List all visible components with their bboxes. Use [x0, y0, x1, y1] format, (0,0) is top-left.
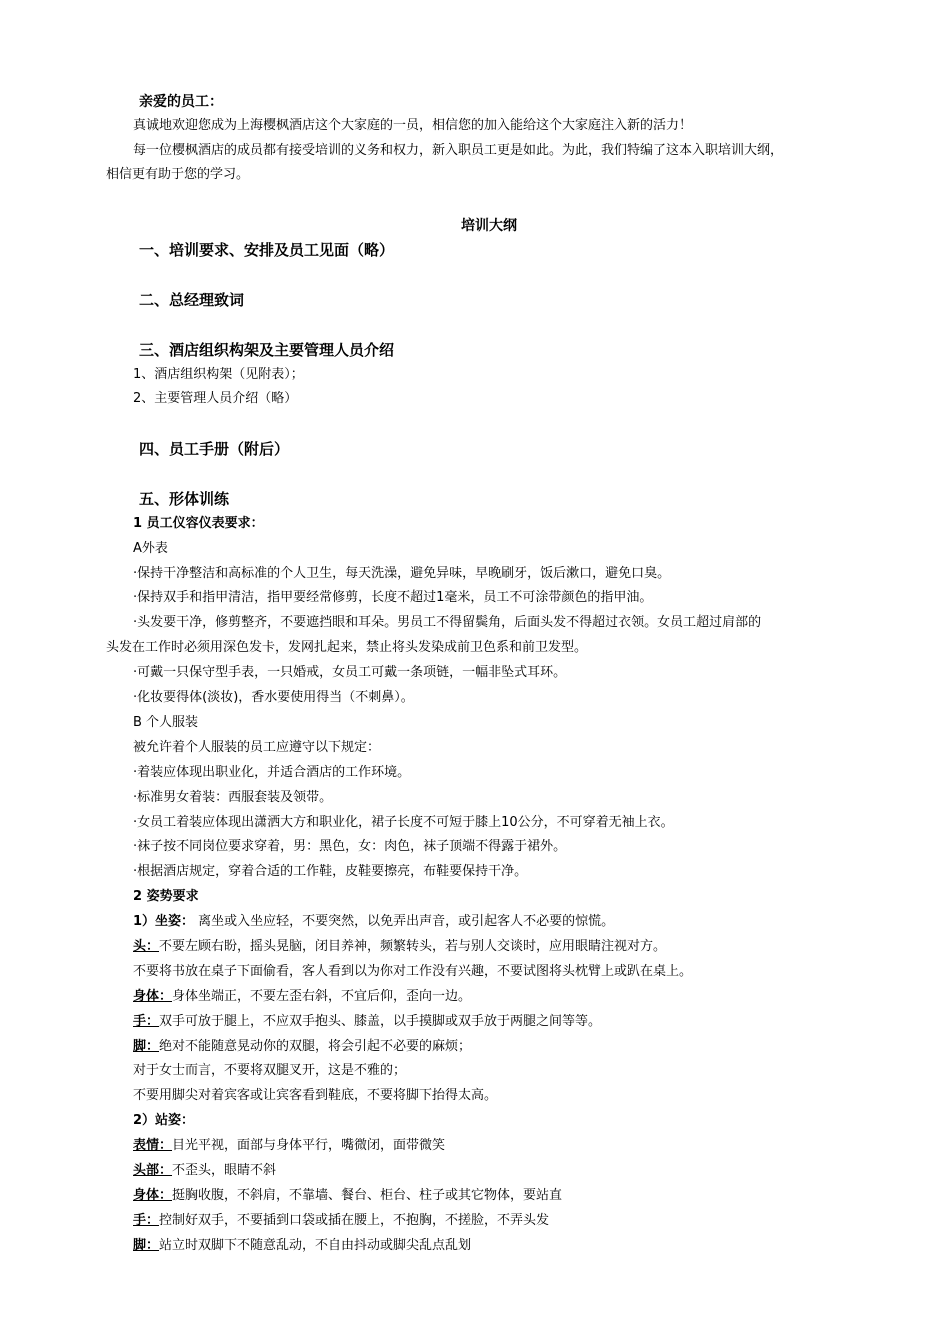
appearance-b-intro: 被允许着个人服装的员工应遵守以下规定：	[133, 740, 381, 755]
sitting-text: 离坐或入坐应轻，不要突然，以免弄出声音，或引起客人不必要的惊慌。	[194, 914, 615, 929]
posture-title: 2 姿势要求	[133, 889, 199, 904]
standing-expression-text: 目光平视，面部与身体平行，嘴微闭，面带微笑	[172, 1138, 446, 1153]
intro-paragraph-2-line-1: 每一位樱枫酒店的成员都有接受培训的义务和权力，新入职员工更是如此。为此，我们特编了这本入职培训大纲，	[133, 143, 784, 158]
intro-paragraph-1: 真诚地欢迎您成为上海樱枫酒店这个大家庭的一员，相信您的加入能给这个大家庭注入新的活力！	[133, 118, 693, 133]
sitting-line	[133, 914, 614, 930]
appearance-b-title: B 个人服装	[133, 715, 199, 730]
standing-foot-label: 脚：	[133, 1238, 160, 1253]
section-heading-3: 三、酒店组织构架及主要管理人员介绍	[139, 341, 395, 359]
appearance-b-item: ·根据酒店规定，穿着合适的工作鞋，皮鞋要擦亮，布鞋要保持干净。	[133, 864, 528, 879]
sitting-head-line	[133, 939, 666, 955]
appearance-a-title: A外表	[133, 541, 168, 556]
sitting-hand-label: 手：	[133, 1014, 160, 1029]
appearance-a-item: 头发在工作时必须用深色发卡，发网扎起来，禁止将头发染成前卫色系和前卫发型。	[106, 640, 588, 655]
section-heading-2: 二、总经理致词	[139, 291, 245, 309]
sitting-body-label: 身体：	[133, 989, 173, 1004]
standing-foot-line	[133, 1238, 471, 1254]
sitting-foot-extra-1: 对于女士而言，不要将双腿叉开，这是不雅的；	[133, 1063, 407, 1078]
standing-head-label: 头部：	[133, 1163, 173, 1178]
sitting-foot-label: 脚：	[133, 1039, 160, 1054]
intro-paragraph-2-line-2: 相信更有助于您的学习。	[106, 167, 250, 182]
section-heading-4: 四、员工手册（附后）	[139, 440, 290, 458]
sitting-hand-text: 双手可放于腿上，不应双手抱头、膝盖，以手摸脚或双手放于两腿之间等等。	[159, 1014, 602, 1029]
section-3-item-1: 1、酒店组织构架（见附表）；	[133, 367, 304, 382]
section-heading-1: 一、培训要求、安排及员工见面（略）	[139, 241, 395, 259]
standing-head-text: 不歪头，眼睛不斜	[172, 1163, 277, 1178]
appearance-a-item: ·保持干净整洁和高标准的个人卫生，每天洗澡，避免异味，早晚刷牙，饭后漱口，避免口臭。	[133, 566, 671, 581]
greeting: 亲爱的员工：	[139, 94, 223, 110]
outline-title: 培训大纲	[461, 218, 517, 234]
standing-hand-text: 控制好双手，不要插到口袋或插在腰上，不抱胸，不搓脸，不弄头发	[159, 1213, 550, 1228]
sitting-foot-text: 绝对不能随意晃动你的双腿，将会引起不必要的麻烦；	[159, 1039, 472, 1054]
appearance-a-item: ·头发要干净，修剪整齐，不要遮挡眼和耳朵。男员工不得留鬓角，后面头发不得超过衣领。女员工超过肩部的	[133, 615, 762, 630]
sitting-foot-line	[133, 1039, 471, 1055]
sitting-hand-line	[133, 1014, 601, 1030]
appearance-title: 1 员工仪容仪表要求：	[133, 516, 264, 531]
standing-expression-label: 表情：	[133, 1138, 173, 1153]
sitting-label: 1）坐姿：	[133, 914, 195, 929]
sitting-body-text: 身体坐端正，不要左歪右斜，不宜后仰，歪向一边。	[172, 989, 472, 1004]
section-heading-5: 五、形体训练	[139, 490, 230, 508]
sitting-body-line	[133, 989, 471, 1005]
sitting-extra: 不要将书放在桌子下面偷看，客人看到以为你对工作没有兴趣，不要试图将头枕臂上或趴在桌上。	[133, 964, 693, 979]
standing-hand-line	[133, 1213, 549, 1229]
appearance-a-item: ·保持双手和指甲清洁，指甲要经常修剪，长度不超过1毫米，员工不可涂带颜色的指甲油。	[133, 590, 653, 605]
standing-foot-text: 站立时双脚下不随意乱动，不自由抖动或脚尖乱点乱划	[159, 1238, 472, 1253]
appearance-a-item: ·化妆要得体(淡妆)，香水要使用得当（不刺鼻）。	[133, 690, 414, 705]
standing-body-text: 挺胸收腹，不斜肩，不靠墙、餐台、柜台、柱子或其它物体，要站直	[172, 1188, 563, 1203]
standing-body-line	[133, 1188, 562, 1204]
appearance-a-item: ·可戴一只保守型手表，一只婚戒，女员工可戴一条项链，一幅非坠式耳环。	[133, 665, 567, 680]
appearance-b-item: ·女员工着装应体现出潇洒大方和职业化，裙子长度不可短于膝上10公分，不可穿着无袖上衣。	[133, 815, 674, 830]
section-3-item-2: 2、主要管理人员介绍（略）	[133, 391, 298, 406]
sitting-head-label: 头：	[133, 939, 160, 954]
standing-hand-label: 手：	[133, 1213, 160, 1228]
appearance-b-item: ·袜子按不同岗位要求穿着，男：黑色，女：肉色，袜子顶端不得露于裙外。	[133, 839, 567, 854]
standing-head-line	[133, 1163, 276, 1179]
standing-label: 2）站姿：	[133, 1113, 195, 1128]
appearance-b-item: ·着装应体现出职业化，并适合酒店的工作环境。	[133, 765, 411, 780]
standing-expression-line	[133, 1138, 445, 1154]
sitting-foot-extra-2: 不要用脚尖对着宾客或让宾客看到鞋底，不要将脚下抬得太高。	[133, 1088, 498, 1103]
appearance-b-item: ·标准男女着装：西服套装及领带。	[133, 790, 333, 805]
sitting-head-text: 不要左顾右盼，摇头晃脑，闭目养神，频繁转头，若与别人交谈时，应用眼睛注视对方。	[159, 939, 667, 954]
standing-body-label: 身体：	[133, 1188, 173, 1203]
